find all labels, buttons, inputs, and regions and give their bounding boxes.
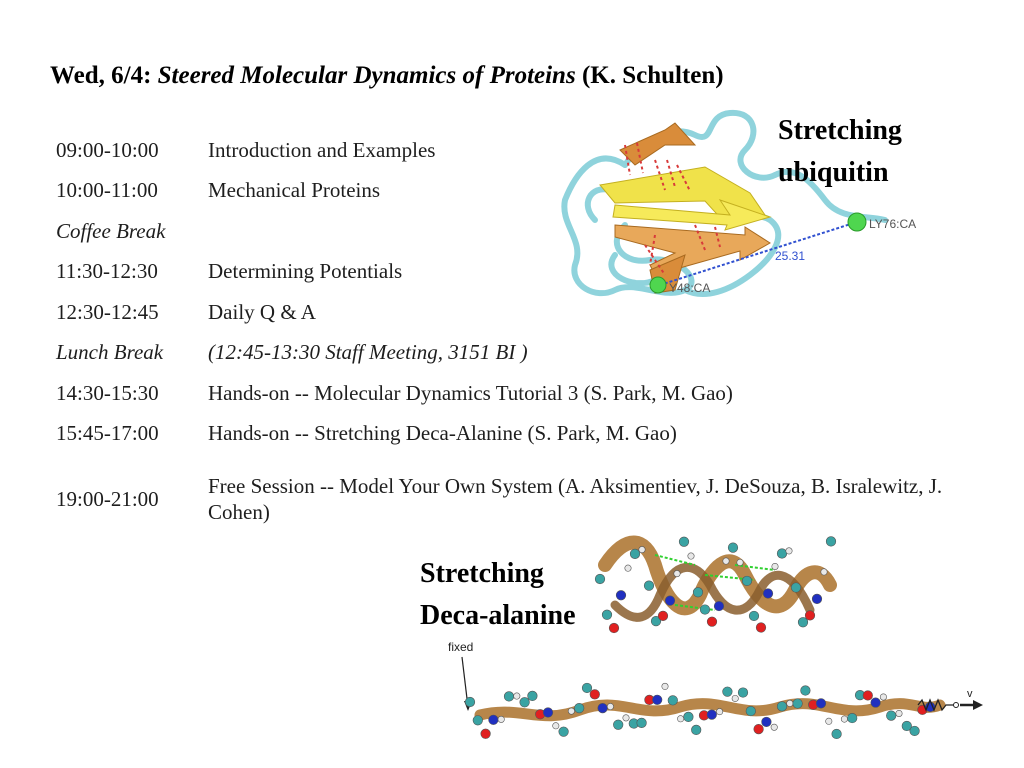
schedule-time: 11:30-12:30 [56, 259, 158, 284]
atom-sphere [707, 617, 717, 627]
atom-sphere [896, 710, 902, 716]
atom-sphere [714, 601, 724, 611]
atom-sphere-left [650, 277, 666, 293]
schedule-time: 10:00-11:00 [56, 178, 158, 203]
atom-sphere [787, 700, 793, 706]
atom-sphere [700, 605, 710, 615]
atom-sphere [679, 537, 689, 547]
atom-sphere [777, 702, 787, 712]
atom-sphere [528, 691, 538, 701]
atom-sphere [749, 611, 759, 621]
schedule-row-break [56, 333, 988, 374]
schedule-desc: Determining Potentials [208, 259, 403, 284]
velocity-arrow-head [973, 700, 983, 710]
atom-sphere [637, 718, 647, 728]
atom-sphere [805, 611, 815, 621]
atom-label-right: LY76:CA [869, 217, 917, 231]
atom-sphere [520, 697, 530, 707]
title-author: (K. Schulten) [575, 62, 724, 89]
schedule-time: 15:45-17:00 [56, 421, 159, 446]
atom-sphere [504, 692, 514, 702]
atom-sphere [658, 611, 668, 621]
schedule-time: Coffee Break [56, 218, 166, 243]
atom-sphere [625, 565, 631, 571]
atom-sphere [812, 594, 822, 604]
schedule-row [56, 373, 988, 414]
atom-sphere [684, 712, 694, 722]
atom-sphere [871, 698, 881, 708]
atom-sphere [756, 623, 766, 633]
decaalanine-caption-line1: Stretching [420, 558, 544, 589]
atom-sphere [771, 724, 777, 730]
atom-sphere [665, 596, 675, 606]
atom-sphere [553, 723, 559, 729]
atom-sphere [791, 583, 801, 593]
atom-sphere [481, 729, 491, 739]
schedule-spacer [56, 454, 988, 470]
atom-sphere [613, 720, 623, 730]
atom-sphere [863, 691, 873, 701]
atom-sphere [677, 716, 683, 722]
atom-label-left: Y48:CA [669, 281, 711, 295]
atom-sphere [473, 716, 483, 726]
atom-sphere [762, 717, 772, 727]
title-date: Wed, 6/4: [50, 62, 158, 89]
atom-sphere [489, 715, 499, 725]
decaalanine-caption-line2: Deca-alanine [420, 600, 576, 631]
atom-sphere [582, 683, 592, 693]
atom-sphere [498, 716, 504, 722]
atom-sphere [662, 683, 668, 689]
decaalanine-helix-image [585, 525, 845, 650]
schedule-time: 19:00-21:00 [56, 486, 159, 511]
ubiquitin-caption-line2: ubiquitin [778, 157, 889, 188]
schedule-desc: Free Session -- Model Your Own System (A. Aksimentiev, J. DeSouza, B. Isralewitz, J. Cohen) [208, 474, 943, 524]
atom-sphere [691, 725, 701, 735]
atom-sphere [826, 718, 832, 724]
fixed-label: fixed [448, 640, 474, 654]
page-title [50, 62, 724, 90]
atom-sphere [630, 549, 640, 559]
schedule-desc: (12:45-13:30 Staff Meeting, 3151 BI ) [208, 340, 528, 365]
atom-sphere [841, 716, 847, 722]
schedule-desc: Introduction and Examples [208, 137, 436, 162]
atom-sphere [826, 537, 836, 547]
ubiquitin-caption [778, 110, 902, 194]
atom-sphere [559, 727, 569, 737]
ubiquitin-caption-line1: Stretching [778, 115, 902, 146]
atom-sphere [652, 695, 662, 705]
atom-sphere [609, 623, 619, 633]
atom-sphere [777, 549, 787, 559]
velocity-label: v [967, 688, 973, 700]
atom-sphere [816, 699, 826, 709]
atom-sphere [616, 590, 626, 600]
schedule-time: Lunch Break [56, 340, 164, 365]
atom-sphere [707, 710, 717, 720]
atom-sphere [786, 548, 792, 554]
atom-sphere [644, 581, 654, 591]
atom-sphere [738, 688, 748, 698]
atom-sphere [723, 558, 729, 564]
atom-sphere [668, 696, 678, 706]
schedule-row [56, 414, 988, 455]
atom-sphere [716, 708, 722, 714]
schedule-desc: Mechanical Proteins [208, 178, 381, 203]
schedule-row [56, 470, 988, 528]
atom-sphere [801, 686, 811, 696]
atom-sphere [602, 610, 612, 620]
atom-sphere [598, 703, 608, 713]
atom-sphere [754, 724, 764, 734]
atom-sphere [763, 589, 773, 599]
sheet-strand [615, 225, 770, 275]
atom-sphere [693, 587, 703, 597]
atom-sphere [732, 695, 738, 701]
atom-sphere [910, 726, 920, 736]
atom-sphere [465, 697, 475, 707]
atom-sphere [568, 708, 574, 714]
distance-label: 25.31 [775, 249, 806, 263]
atom-sphere [746, 706, 756, 716]
atom-sphere [623, 715, 629, 721]
atom-sphere [742, 576, 752, 586]
decaalanine-caption [420, 553, 576, 637]
atom-sphere [674, 570, 680, 576]
atom-sphere [832, 729, 842, 739]
atom-sphere [821, 569, 827, 575]
decaalanine-extended-image [440, 635, 995, 760]
atom-sphere [793, 699, 803, 709]
atom-sphere [595, 574, 605, 584]
atom-sphere [514, 693, 520, 699]
atom-sphere [590, 690, 600, 700]
atom-sphere [688, 553, 694, 559]
atom-sphere [728, 543, 738, 553]
atom-sphere [543, 708, 553, 718]
atom-sphere [723, 687, 733, 697]
title-topic: Steered Molecular Dynamics of Proteins [157, 62, 576, 89]
schedule-desc: Daily Q & A [208, 299, 316, 324]
atom-sphere [886, 711, 896, 721]
atom-sphere-right [848, 213, 866, 231]
atom-sphere [880, 694, 886, 700]
schedule-time: 12:30-12:45 [56, 299, 159, 324]
atom-sphere [607, 703, 613, 709]
atom-sphere [639, 546, 645, 552]
atom-sphere [574, 703, 584, 713]
schedule-time: 09:00-10:00 [56, 137, 159, 162]
atom-sphere [772, 563, 778, 569]
atom-sphere [737, 559, 743, 565]
schedule-time: 14:30-15:30 [56, 380, 159, 405]
atom-sphere [798, 617, 808, 627]
schedule-desc: Hands-on -- Stretching Deca-Alanine (S. Park, M. Gao) [208, 421, 677, 446]
schedule-desc: Hands-on -- Molecular Dynamics Tutorial 3 (S. Park, M. Gao) [208, 380, 733, 405]
atom-sphere [847, 713, 857, 723]
spring-end [954, 703, 959, 708]
